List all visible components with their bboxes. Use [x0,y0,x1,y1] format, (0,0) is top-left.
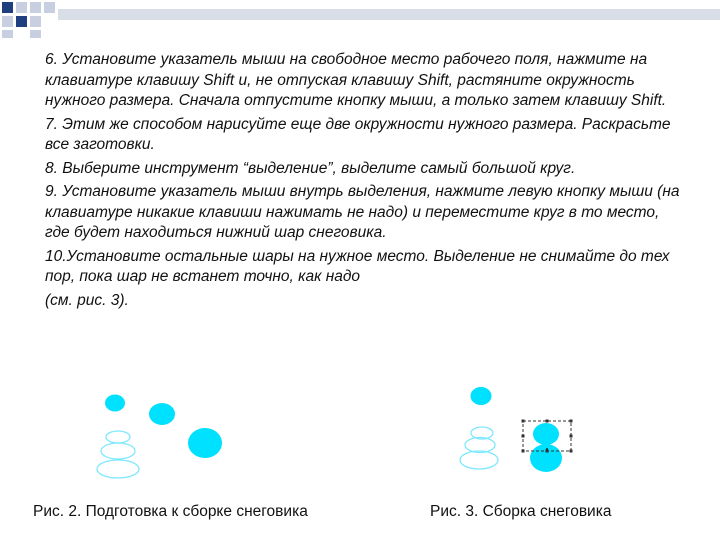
ghost-circle-small [106,431,130,443]
ghost-circle-medium [465,438,495,453]
selection-handle [570,450,573,453]
figure-reference: (см. рис. 3). [45,291,129,309]
ghost-circle-large [97,460,139,478]
instruction-step-8: 8. Выберите инструмент “выделение”, выделите самый большой круг. [45,159,576,177]
figure-3-caption: Рис. 3. Сборка снеговика [430,503,612,520]
head-ball [471,387,492,405]
instruction-step-7: 7. Этим же способом нарисуйте еще две окружности нужного размера. Раскрасьте все заготовки. [45,115,671,153]
instruction-text [45,50,685,314]
decor-square [2,16,13,27]
decor-square [30,16,41,27]
selection-handle [522,450,525,453]
decor-square [16,2,27,13]
selection-center-marker [546,448,548,450]
figure-2-caption: Рис. 2. Подготовка к сборке снеговика [33,503,308,520]
header-bar [58,9,720,20]
selection-handle [522,435,525,438]
figure-2-drawing [85,385,245,485]
ghost-circle-large [460,451,498,469]
medium-ball [149,403,175,425]
decor-square [44,2,55,13]
decor-square [16,16,27,27]
selection-handle [570,435,573,438]
selection-handle [570,420,573,423]
instruction-step-10: 10.Установите остальные шары на нужное место. Выделение не снимайте до тех пор, пока шар не встанет точно, как надо [45,247,670,285]
selection-handle [546,420,549,423]
bottom-ball [530,444,562,472]
middle-ball [533,423,559,445]
small-ball [105,395,125,412]
figure-3-drawing [455,380,585,480]
selection-handle [522,420,525,423]
instruction-step-9: 9. Установите указатель мыши внутрь выделения, нажмите левую кнопку мыши (на клавиатуре никакие клавиши нажимать не надо) и переместите круг в то место, где будет находиться нижний шар снеговика. [45,183,680,241]
decor-square [30,30,41,38]
instruction-step-6: 6. Установите указатель мыши на свободное место рабочего поля, нажмите на клавиатуре клавишу Shift и, не отпуская клавишу Shift, растяните окружность нужного размера. Сначала отпустите кнопку мыши, а только затем клавишу Shift. [45,51,667,109]
large-ball [188,428,222,458]
decor-square [30,2,41,13]
ghost-circle-medium [101,443,135,459]
decor-square [2,2,13,13]
decor-square [2,30,13,38]
slide-header-decoration [0,0,720,40]
